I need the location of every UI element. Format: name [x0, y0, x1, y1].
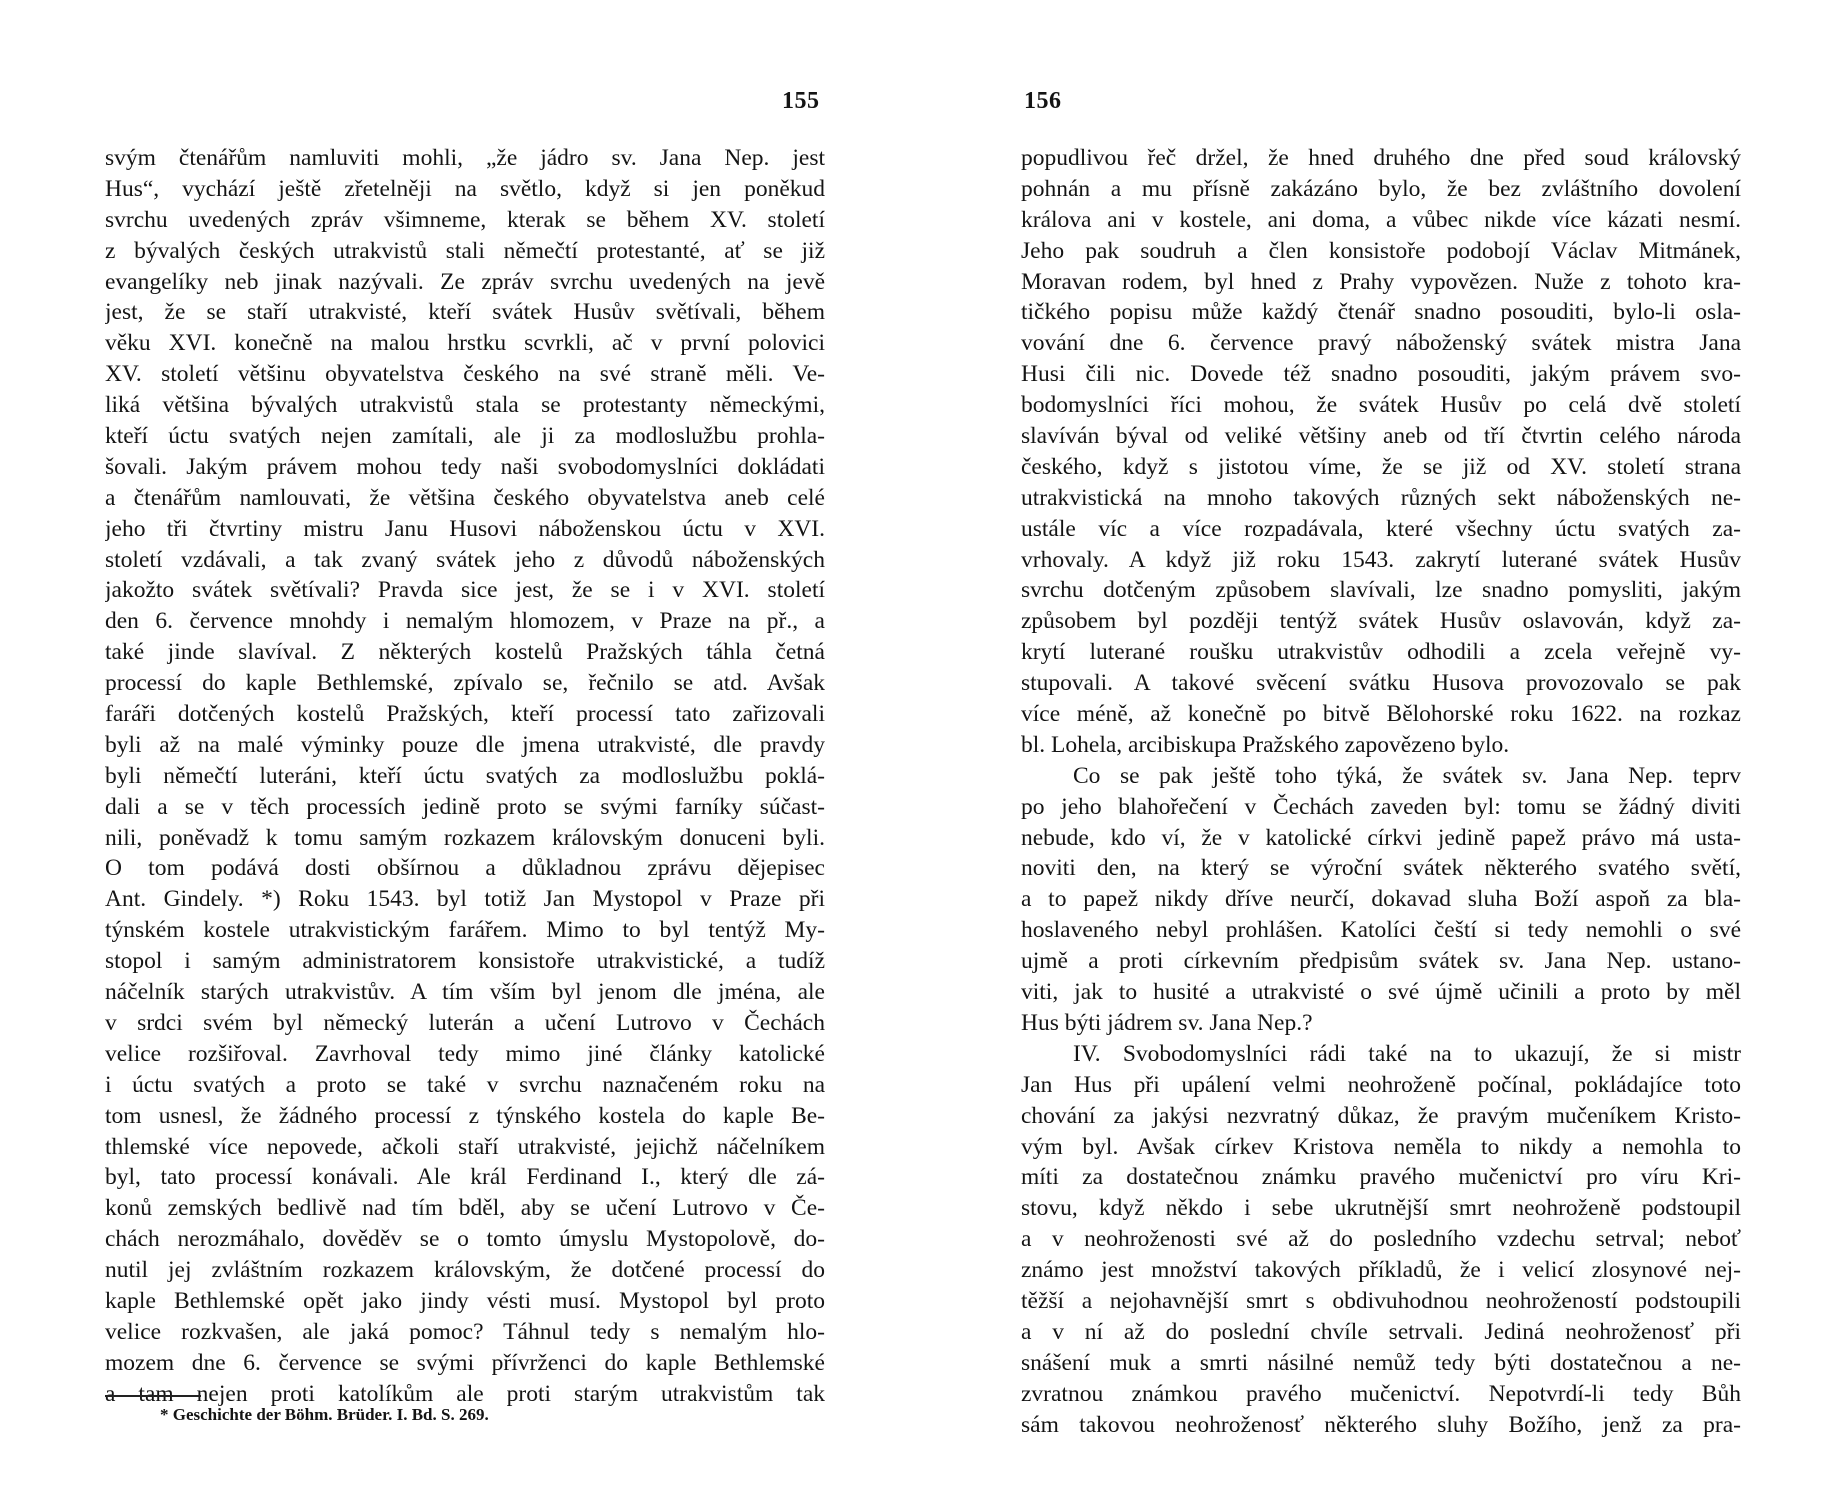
text-line: velice rozšiřoval. Zavrhoval tedy mimo jiné články katolické: [105, 1040, 825, 1067]
text-line: stupovali. A takové svěcení svátku Husova provozovalo se pak: [1021, 670, 1741, 697]
text-line: svrchu dotčeným způsobem slavívali, lze snadno pomysliti, jakým: [1021, 577, 1741, 604]
right-page: [921, 0, 1842, 1500]
text-line: nili, poněvadž k tomu samým rozkazem královským donuceni byli.: [105, 824, 825, 851]
text-line: processí do kaple Bethlemské, zpívalo se, řečnilo se atd. Avšak: [105, 670, 825, 697]
text-line: viti, jak to husité a utrakvisté o své újmě učinili a proto by měl: [1021, 979, 1741, 1006]
text-line: evangelíky neb jinak nazývali. Ze zpráv svrchu uvedených na jevě: [105, 268, 825, 295]
text-line: tom usnesl, že žádného processí z týnského kostela do kaple Be-: [105, 1102, 825, 1129]
text-line: den 6. července mnohdy i nemalým hlomozem, v Praze na př., a: [105, 608, 825, 635]
text-line: utrakvistická na mnoho takových různých sekt náboženských ne-: [1021, 484, 1741, 511]
page-number: 156: [1024, 88, 1062, 114]
text-line: století vzdávali, a tak zvaný svátek jeho z důvodů náboženských: [105, 546, 825, 573]
text-line: IV. Svobodomyslníci rádi také na to ukazují, že si mistr: [1073, 1040, 1741, 1067]
text-line: náčelník starých utrakvistův. A tím vším byl jenom dle jména, ale: [105, 979, 825, 1006]
text-line: chách nerozmáhalo, dověděv se o tomto úmyslu Mystopolově, do-: [105, 1226, 825, 1253]
text-line: svrchu uvedených zpráv všimneme, kterak se během XV. století: [105, 206, 825, 233]
text-line: vování dne 6. července pravý náboženský svátek mistra Jana: [1021, 330, 1741, 357]
text-line: kaple Bethlemské opět jako jindy vésti musí. Mystopol byl proto: [105, 1287, 825, 1314]
text-line: bodomyslníci říci mohou, že svátek Husův po celá dvě století: [1021, 392, 1741, 419]
text-line: thlemské více nepovede, ačkoli staří utrakvisté, jejichž náčelníkem: [105, 1133, 825, 1160]
text-line: zvratnou známkou pravého mučenictví. Nepotvrdí-li tedy Bůh: [1021, 1380, 1741, 1407]
text-line: těžší a nejohavnější smrt s obdivuhodnou neohrožeností podstoupili: [1021, 1287, 1741, 1314]
text-line: i úctu svatých a proto se také v svrchu naznačeném roku na: [105, 1071, 825, 1098]
text-line: byli až na malé výminky pouze dle jmena utrakvisté, dle pravdy: [105, 731, 825, 758]
text-line: Ant. Gindely. *) Roku 1543. byl totiž Jan Mystopol v Praze při: [105, 886, 825, 913]
text-line: krytí luterané roušku utrakvistův odhodili a zcela veřejně vy-: [1021, 639, 1741, 666]
body-text: [105, 143, 825, 1410]
page-number: 155: [782, 88, 820, 114]
text-line: ustále víc a více rozpadávala, které všechny úctu svatých za-: [1021, 515, 1741, 542]
text-line: Husi čili nic. Dovede též snadno posouditi, jakým právem svo-: [1021, 361, 1741, 388]
text-line: noviti den, na který se výroční svátek některého svatého světí,: [1021, 855, 1741, 882]
text-line: O tom podává dosti obšírnou a důkladnou zprávu dějepisec: [105, 855, 825, 882]
text-line: nutil jej zvláštním rozkazem královským, že dotčené processí do: [105, 1257, 825, 1284]
text-line: faráři dotčených kostelů Pražských, kteří processí tato zařizovali: [105, 701, 825, 728]
text-line: Jeho pak soudruh a člen konsistoře podobojí Václav Mitmánek,: [1021, 237, 1741, 264]
footnote: * Geschichte der Böhm. Brüder. I. Bd. S. 269.: [160, 1405, 489, 1424]
text-line: a to papež nikdy dříve neurčí, dokavad sluha Boží aspoň za bla-: [1021, 886, 1741, 913]
text-line: svým čtenářům namluviti mohli, „že jádro sv. Jana Nep. jest: [105, 145, 825, 171]
text-line: tičkého popisu může každý čtenář snadno posouditi, bylo-li osla-: [1021, 299, 1741, 326]
text-line: českého, když s jistotou víme, že se již od XV. století strana: [1021, 453, 1741, 480]
text-line: známo jest množství takových příkladů, že i velicí zlosynové nej-: [1021, 1257, 1741, 1284]
text-line: nebude, kdo ví, že v katolické církvi jedině papež právo má usta-: [1021, 824, 1741, 851]
text-line: vým byl. Avšak církev Kristova neměla to nikdy a nemohla to: [1021, 1133, 1741, 1160]
text-line: jest, že se staří utrakvisté, kteří svátek Husův světívali, během: [105, 299, 825, 326]
text-line: kteří úctu svatých nejen zamítali, ale ji za modloslužbu prohla-: [105, 423, 825, 450]
text-line: velice rozkvašen, ale jaká pomoc? Táhnul tedy s nemalým hlo-: [105, 1318, 825, 1345]
text-line: způsobem byl později tentýž svátek Husův oslavován, když za-: [1021, 608, 1741, 635]
text-line: dali a se v těch processích jedině proto se svými farníky súčast-: [105, 793, 825, 820]
text-line: pohnán a mu přísně zakázáno bylo, že bez zvláštního dovolení: [1021, 175, 1741, 202]
text-line: mozem dne 6. července se svými přívrženci do kaple Bethlemské: [105, 1349, 825, 1376]
text-line: Moravan rodem, byl hned z Prahy vypovězen. Nuže z tohoto kra-: [1021, 268, 1741, 295]
text-line: vrhovaly. A když již roku 1543. zakrytí luterané svátek Husův: [1021, 546, 1741, 573]
text-line: byli němečtí luteráni, kteří úctu svatých za modloslužbu poklá-: [105, 762, 825, 789]
text-line: Co se pak ještě toho týká, že svátek sv. Jana Nep. teprv: [1073, 762, 1741, 789]
text-line: sám takovou neohroženosť některého sluhy Božího, jenž za pra-: [1021, 1411, 1741, 1438]
text-line: a v neohroženosti své až do posledního vzdechu setrval; neboť: [1021, 1226, 1741, 1253]
text-line: a čtenářům namlouvati, že většina českého obyvatelstva aneb celé: [105, 484, 825, 511]
text-line: slavíván býval od veliké většiny aneb od tří čtvrtin celého národa: [1021, 423, 1741, 450]
text-line: stovu, když někdo i sebe ukrutnější smrt neohroženě podstoupil: [1021, 1195, 1741, 1222]
text-line: z bývalých českých utrakvistů stali němečtí protestanté, ať se již: [105, 237, 825, 264]
footnote-divider: [105, 1395, 201, 1397]
text-line: ujmě a proti církevním předpisům svátek sv. Jana Nep. ustano-: [1021, 948, 1741, 975]
text-line: hoslaveného nebyl prohlášen. Katolíci čeští si tedy nemohli o své: [1021, 917, 1741, 944]
text-line: liká většina bývalých utrakvistů stala se protestanty německými,: [105, 392, 825, 419]
text-line: snášení muk a smrti násilné nemůž tedy býti dostatečnou a ne-: [1021, 1349, 1741, 1376]
text-line: popudlivou řeč držel, že hned druhého dne před soud královský: [1021, 145, 1741, 171]
text-line: králova ani v kostele, ani doma, a vůbec nikde více kázati nesmí.: [1021, 206, 1741, 233]
text-line: jakožto svátek světívali? Pravda sice jest, že se i v XVI. století: [105, 577, 825, 604]
text-line: více méně, až konečně po bitvě Bělohorské roku 1622. na rozkaz: [1021, 701, 1741, 728]
text-line: XV. století většinu obyvatelstva českého na své straně měli. Ve-: [105, 361, 825, 388]
body-text: [1021, 143, 1741, 1440]
text-line: věku XVI. konečně na malou hrstku scvrkli, ač v první polovici: [105, 330, 825, 357]
text-line: a v ní až do poslední chvíle setrvali. Jediná neohroženosť při: [1021, 1318, 1741, 1345]
text-line: v srdci svém byl německý luterán a učení Lutrovo v Čechách: [105, 1009, 825, 1036]
text-line: Hus“, vychází ještě zřetelněji na světlo, když si jen poněkud: [105, 175, 825, 202]
text-line: Jan Hus při upálení velmi neohroženě počínal, pokládajíce toto: [1021, 1071, 1741, 1098]
text-line: a tam nejen proti katolíkům ale proti starým utrakvistům tak: [105, 1380, 825, 1407]
text-line: jeho tři čtvrtiny mistru Janu Husovi náboženskou úctu v XVI.: [105, 515, 825, 542]
text-line: šovali. Jakým právem mohou tedy naši svobodomyslníci dokládati: [105, 453, 825, 480]
text-line: chování za jakýsi nezvratný důkaz, že pravým mučeníkem Kristo-: [1021, 1102, 1741, 1129]
text-line: Hus býti jádrem sv. Jana Nep.?: [1021, 1009, 1313, 1036]
text-line: týnském kostele utrakvistickým farářem. Mimo to byl tentýž My-: [105, 917, 825, 944]
text-line: konů zemských bedlivě nad tím bděl, aby se učení Lutrovo v Če-: [105, 1195, 825, 1222]
text-line: stopol i samým administratorem konsistoře utrakvistické, a tudíž: [105, 948, 825, 975]
text-line: po jeho blahořečení v Čechách zaveden byl: tomu se žádný diviti: [1021, 793, 1741, 820]
text-line: míti za dostatečnou známku pravého mučenictví pro víru Kri-: [1021, 1164, 1741, 1191]
text-line: byl, tato processí konávali. Ale král Ferdinand I., který dle zá-: [105, 1164, 825, 1191]
text-line: také jinde slavíval. Z některých kostelů Pražských táhla četná: [105, 639, 825, 666]
text-line: bl. Lohela, arcibiskupa Pražského zapovězeno bylo.: [1021, 731, 1510, 758]
